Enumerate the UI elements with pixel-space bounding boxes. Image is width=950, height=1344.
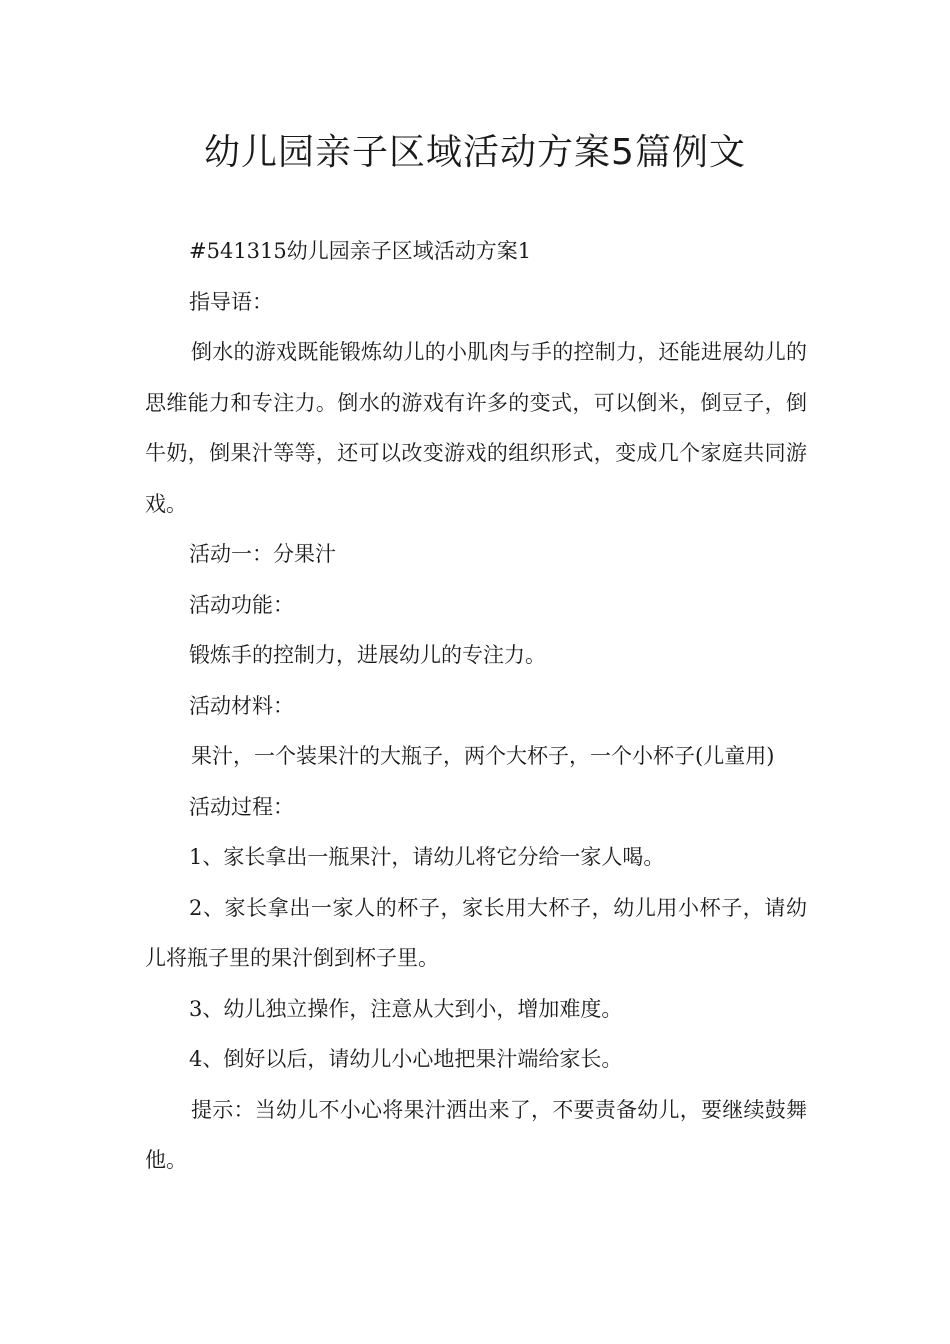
activity-one-heading: 活动一：分果汁 — [189, 542, 336, 566]
process-step-2: 2、家长拿出一家人的杯子，家长用大杯子，幼儿用小杯子，请幼儿将瓶子里的果汁倒到杯子里。 — [145, 895, 807, 970]
guide-heading: 指导语： — [189, 289, 273, 314]
process-step-4: 4、倒好以后，请幼儿小心地把果汁端给家长。 — [189, 1047, 623, 1071]
process-step-1: 1、家长拿出一瓶果汁，请幼儿将它分给一家人喝。 — [189, 845, 665, 869]
document-code-heading: #541315幼儿园亲子区域活动方案1 — [189, 239, 532, 263]
document-body — [145, 226, 807, 1186]
function-paragraph: 锻炼手的控制力，进展幼儿的专注力。 — [189, 643, 546, 667]
materials-paragraph: 果汁，一个装果汁的大瓶子，两个大杯子，一个小杯子(儿童用) — [191, 744, 775, 768]
guide-paragraph: 倒水的游戏既能锻炼幼儿的小肌肉与手的控制力，还能进展幼儿的思维能力和专注力。倒水的游戏有许多的变式，可以倒米，倒豆子，倒牛奶，倒果汁等等，还可以改变游戏的组织形式，变成几个家庭共同游戏。 — [145, 340, 807, 516]
process-step-3: 3、幼儿独立操作，注意从大到小，增加难度。 — [189, 996, 623, 1021]
function-heading: 活动功能： — [189, 592, 294, 617]
materials-heading: 活动材料： — [189, 693, 294, 718]
process-heading: 活动过程： — [189, 794, 294, 819]
tip-paragraph: 提示：当幼儿不小心将果汁洒出来了，不要责备幼儿，要继续鼓舞他。 — [145, 1097, 807, 1172]
document-title: 幼儿园亲子区域活动方案5篇例文 — [204, 132, 746, 173]
